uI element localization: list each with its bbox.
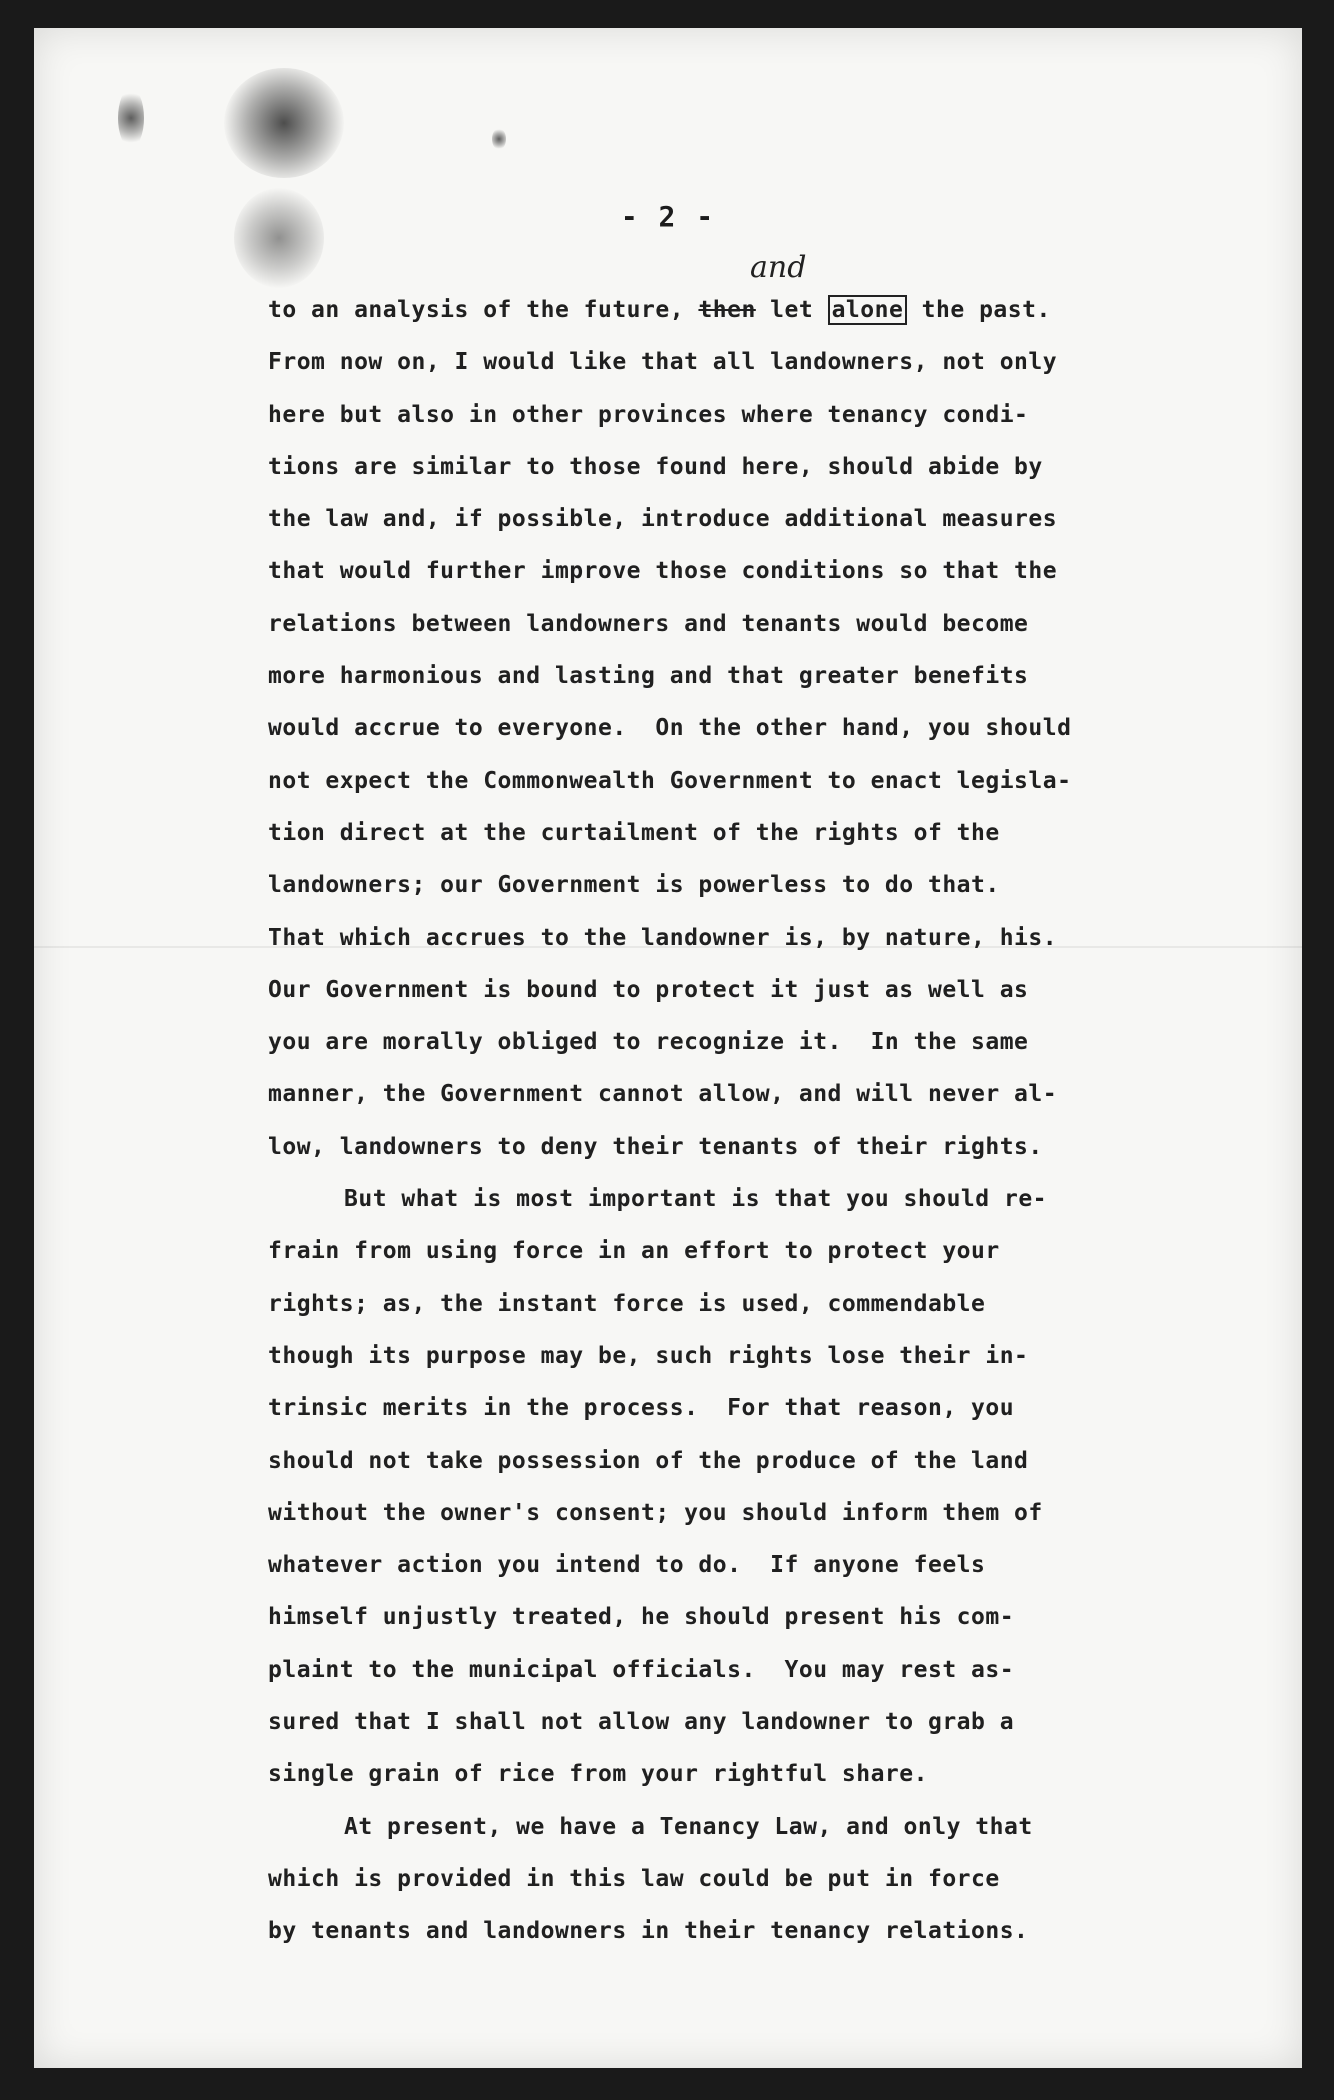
text-line: tions are similar to those found here, should abide by	[268, 453, 1043, 480]
text-line: landowners; our Government is powerless to do that.	[268, 872, 1000, 899]
text-line: sured that I shall not allow any landowner to grab a	[268, 1709, 1015, 1736]
text-line: relations between landowners and tenants would become	[268, 610, 1029, 637]
text-line: not expect the Commonwealth Government to enact legisla-	[268, 767, 1072, 794]
text-line: rights; as, the instant force is used, commendable	[268, 1290, 986, 1317]
page-number: - 2 -	[620, 200, 716, 233]
text-line: That which accrues to the landowner is, by nature, his.	[268, 924, 1058, 951]
ink-stain	[492, 128, 506, 150]
text-line: without the owner's consent; you should inform them of	[268, 1499, 1043, 1526]
text-line: single grain of rice from your rightful share.	[268, 1761, 928, 1788]
handwritten-insertion: and	[750, 250, 807, 285]
body-text	[268, 284, 1208, 1958]
text-line: which is provided in this law could be put in force	[268, 1865, 1000, 1892]
struck-word: then	[698, 297, 756, 323]
text-line: But what is most important is that you should re-	[344, 1186, 1048, 1213]
text-line: though its purpose may be, such rights lose their in-	[268, 1342, 1029, 1369]
text-line: whatever action you intend to do. If anyone feels	[268, 1552, 986, 1579]
text-line: by tenants and landowners in their tenancy relations.	[268, 1918, 1029, 1945]
text-line: low, landowners to deny their tenants of their rights.	[268, 1133, 1043, 1160]
text-line: tion direct at the curtailment of the rights of the	[268, 819, 1000, 846]
document-page	[34, 28, 1302, 2068]
text-line: From now on, I would like that all landowners, not only	[268, 349, 1058, 376]
text-line: the law and, if possible, introduce additional measures	[268, 506, 1058, 533]
text-line: trinsic merits in the process. For that reason, you	[268, 1395, 1015, 1422]
first-line-part3: the past.	[907, 297, 1051, 323]
text-line: more harmonious and lasting and that greater benefits	[268, 663, 1029, 690]
text-line: you are morally obliged to recognize it. In the same	[268, 1029, 1029, 1056]
text-line: manner, the Government cannot allow, and will never al-	[268, 1081, 1058, 1108]
text-line: would accrue to everyone. On the other hand, you should	[268, 715, 1072, 742]
text-line	[268, 284, 1208, 336]
first-line-part2: let	[755, 297, 828, 323]
text-line: plaint to the municipal officials. You may rest as-	[268, 1656, 1015, 1683]
first-line-part1: to an analysis of the future,	[268, 297, 685, 323]
text-line: that would further improve those conditions so that the	[268, 558, 1058, 585]
ink-stain	[224, 68, 344, 178]
text-line: himself unjustly treated, he should present his com-	[268, 1604, 1015, 1631]
text-line: here but also in other provinces where tenancy condi-	[268, 401, 1029, 428]
text-line: At present, we have a Tenancy Law, and only that	[344, 1813, 1033, 1840]
text-line: Our Government is bound to protect it just as well as	[268, 976, 1029, 1003]
boxed-word: alone	[828, 295, 908, 325]
ink-stain	[118, 88, 144, 148]
text-line: should not take possession of the produce of the land	[268, 1447, 1029, 1474]
text-line: frain from using force in an effort to protect your	[268, 1238, 1000, 1265]
